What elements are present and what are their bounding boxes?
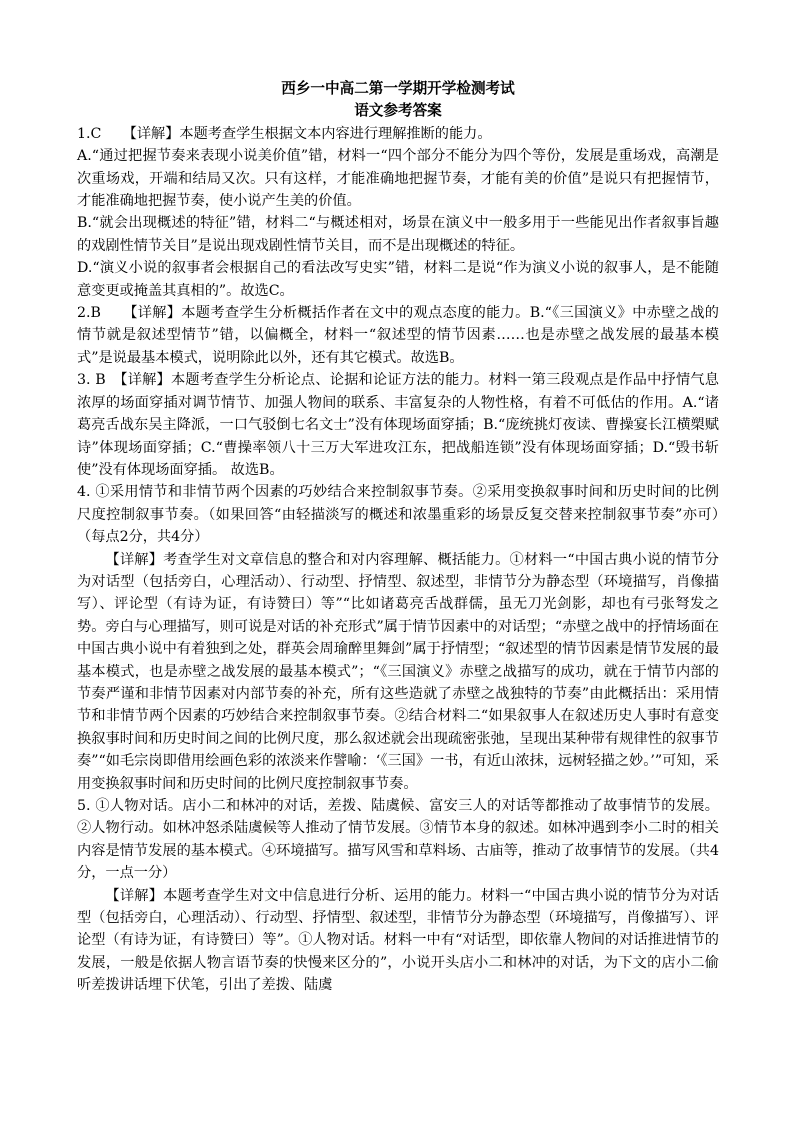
answer-paragraph: D.“演义小说的叙事者会根据自己的看法改写史实”错，材料二是说“作为演义小说的叙事人，是不能随意变更或掩盖其真相的”。故选C。	[77, 260, 719, 299]
document-title: 西乡一中高二第一学期开学检测考试	[281, 80, 515, 97]
answer-paragraph: 3. B 【详解】本题考查学生分析论点、论据和论证方法的能力。材料一第三段观点是作品中抒情气息浓厚的场面穿插对调节情节、加强人物间的联系、丰富复杂的人物性格，有着不可低估的作用。A.“诸葛亮舌战东吴主降派，一口气驳倒七名文士”没有体现场面穿插；B.“庞统挑灯夜读、曹操宴长江横槊赋诗”体现场面穿插；C.“曹操率领八十三万大军进攻江东，把战船连锁”没有体现场面穿插；D.“毁书斩使”没有体现场面穿插。 故选B。	[77, 372, 719, 478]
document-subtitle: 语文参考答案	[354, 102, 442, 120]
answer-paragraph: A.“通过把握节奏来表现小说美价值”错，材料一“四个部分不能分为四个等份，发展是重场戏，高潮是次重场戏，开端和结局又次。只有这样，才能准确地把握节奏，才能有美的价值”是说只有把握情节，才能准确地把握节奏，使小说产生美的价值。	[77, 148, 719, 210]
answer-paragraph: 1.C 【详解】本题考查学生根据文本内容进行理解推断的能力。	[77, 125, 492, 142]
answer-document	[77, 78, 734, 997]
answer-paragraph: 4. ①采用情节和非情节两个因素的巧妙结合来控制叙事节奏。②采用变换叙事时间和历史时间的比例尺度控制叙事节奏。（如果回答“由轻描淡写的概述和浓墨重彩的场景反复交替来控制叙事节奏”亦可） （每点2分，共4分）	[77, 484, 734, 546]
answer-paragraph: B.“就会出现概述的特征”错，材料二“与概述相对，场景在演义中一般多用于一些能见出作者叙事旨趣的戏剧性情节关目”是说出现戏剧性情节关目，而不是出现概述的特征。	[77, 215, 719, 254]
detail-paragraph: 【详解】本题考查学生对文中信息进行分析、运用的能力。材料一“中国古典小说的情节分为对话型（包括旁白，心理活动）、行动型、抒情型、叙述型，非情节分为静态型（环境描写，肖像描写）、评论型（有诗为证，有诗赞曰）等”。①人物对话。材料一中有“对话型，即依靠人物间的对话推进情节的发展，一般是依据人物言语节奏的快慢来区分的”，小说开头店小二和林冲的对话，为下文的店小二偷听差拨讲话埋下伏笔，引出了差拨、陆虞	[77, 887, 719, 994]
detail-paragraph: 【详解】考查学生对文章信息的整合和对内容理解、概括能力。①材料一“中国古典小说的情节分为对话型（包括旁白，心理活动）、行动型、抒情型、叙述型，非情节分为静态型（环境描写，肖像描写）、评论型（有诗为证，有诗赞曰）等”“比如诸葛亮舌战群儒，虽无刀光剑影，却也有弓张弩发之势。旁白与心理描写，则可说是对话的补充形式”属于情节因素中的对话型；“赤壁之战中的抒情场面在中国古典小说中有着独到之处，群英会周瑜醉里舞剑”属于抒情型；“叙述型的情节因素是情节发展的最基本模式，也是赤壁之战发展的最基本模式”；“《三国演义》赤壁之战描写的成功，就在于情节内部的节奏严谨和非情节因素对内部节奏的补充，所有这些造就了赤壁之战独特的节奏”由此概括出：采用情节和非情节两个因素的巧妙结合来控制叙事节奏。②结合材料二“如果叙事人在叙述历史人事时有意变换叙事时间和历史时间之间的比例尺度，那么叙述就会出现疏密张弛，呈现出某种带有规律性的叙事节奏”“如毛宗岗即借用绘画色彩的浓淡来作譬喻：‘《三国》一书，有近山浓抹，远树轻描之妙。’”可知，采用变换叙事时间和历史时间的比例尺度控制叙事节奏。	[77, 551, 719, 792]
answer-paragraph: 5. ①人物对话。店小二和林冲的对话，差拨、陆虞候、富安三人的对话等都推动了故事情节的发展。②人物行动。如林冲怒杀陆虞候等人推动了情节发展。③情节本身的叙述。如林冲遇到李小二时的相关内容是情节发展的基本模式。④环境描写。描写风雪和草料场、古庙等，推动了故事情节的发展。（共4分，一点一分）	[77, 798, 719, 882]
answer-paragraph: 2.B 【详解】本题考查学生分析概括作者在文中的观点态度的能力。B.“《三国演义》中赤壁之战的情节就是叙述型情节”错，以偏概全，材料一“叙述型的情节因素……也是赤壁之战发展的最基本模式”是说最基本模式，说明除此以外，还有其它模式。故选B。	[77, 305, 719, 366]
